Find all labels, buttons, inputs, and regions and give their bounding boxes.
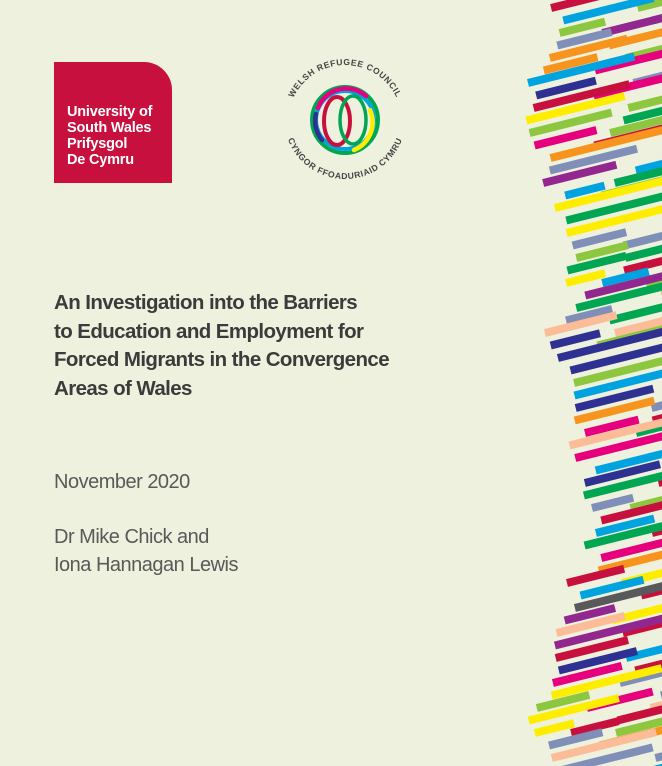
university-logo-line: De Cymru xyxy=(67,152,134,168)
university-logo-line: South Wales xyxy=(67,120,152,136)
refugee-council-name-cy: CYNGOR FFOADURIAID CYMRU xyxy=(285,136,405,182)
title-line: Forced Migrants in the Convergence xyxy=(54,348,389,371)
decorative-stripe xyxy=(651,379,662,412)
title-line: An Investigation into the Barriers xyxy=(54,291,358,314)
document-title xyxy=(54,289,414,403)
title-line: Areas of Wales xyxy=(54,376,192,400)
refugee-council-logo xyxy=(270,58,420,208)
decorative-stripe xyxy=(591,494,634,512)
university-logo xyxy=(54,62,172,183)
university-logo-line: University of xyxy=(67,104,153,120)
title-line: to Education and Employment for xyxy=(54,319,364,343)
author-line: Dr Mike Chick and xyxy=(54,526,209,548)
publication-date: November 2020 xyxy=(54,471,190,493)
refugee-council-name-en: WELSH REFUGEE COUNCIL xyxy=(286,58,404,99)
decorative-stripe xyxy=(534,719,575,737)
author-line: Iona Hannagan Lewis xyxy=(54,554,238,576)
authors xyxy=(54,523,238,579)
university-logo-line: Prifysgol xyxy=(67,136,128,152)
